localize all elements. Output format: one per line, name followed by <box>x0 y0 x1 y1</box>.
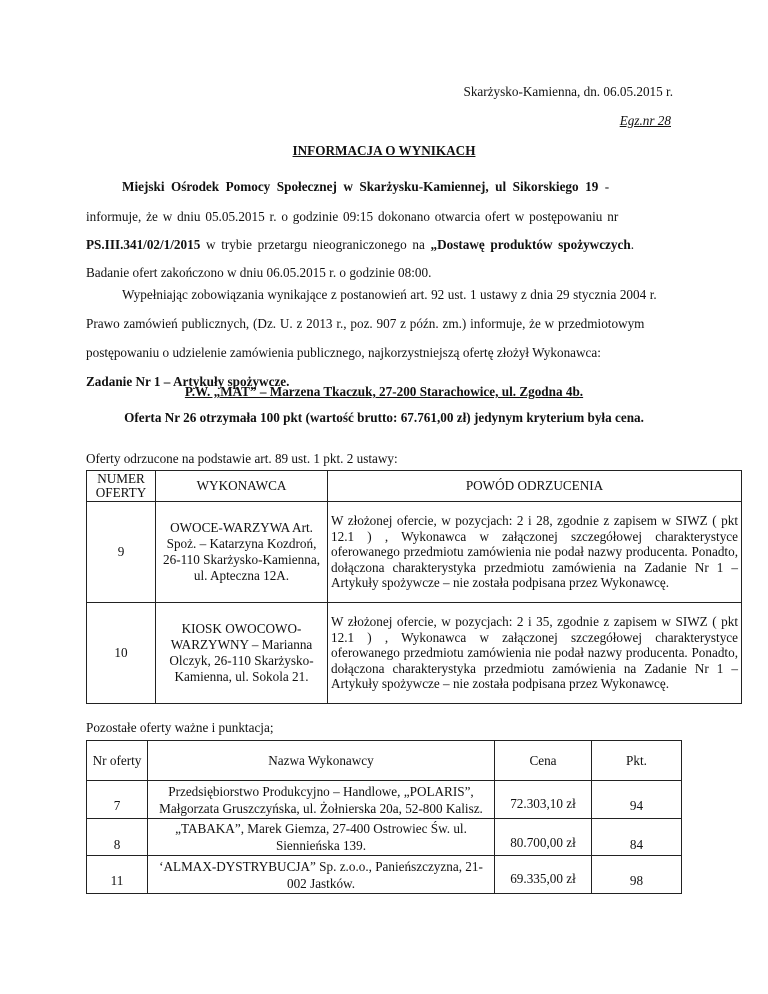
header-contractor-name: Nazwa Wykonawcy <box>148 741 495 781</box>
table-header-row <box>87 471 742 502</box>
table-row <box>87 502 742 603</box>
copy-number: Egz.nr 28 <box>619 113 671 128</box>
intro-line3-mid: w trybie przetargu nieograniczonego na <box>200 237 431 252</box>
organization-name: Miejski Ośrodek Pomocy Społecznej w Skarżysku-Kamiennej, ul Sikorskiego 19 <box>122 179 599 194</box>
award-line1: Wypełniając zobowiązania wynikające z postanowień art. 92 ust. 1 ustawy z dnia 29 stycznia 2004 r. <box>122 287 657 302</box>
rejected-intro: Oferty odrzucone na podstawie art. 89 ust. 1 pkt. 2 ustawy: <box>86 451 398 466</box>
contractor-cell: KIOSK OWOCOWO-WARZYWNY – Marianna Olczyk, 26-110 Skarżysko-Kamienna, ul. Sokola 21. <box>156 603 328 704</box>
offer-number: 11 <box>87 856 148 894</box>
table-row <box>87 781 682 819</box>
offer-price: 80.700,00 zł <box>495 819 592 856</box>
winner-score: Oferta Nr 26 otrzymała 100 pkt (wartość brutto: 67.761,00 zł) jedynym kryterium była cena. <box>124 410 644 425</box>
procedure-reference: PS.III.341/02/1/2015 <box>86 237 201 252</box>
offer-price: 69.335,00 zł <box>495 856 592 894</box>
offer-number: 9 <box>87 502 156 603</box>
intro-line2: informuje, że w dniu 05.05.2015 r. o godzinie 09:15 dokonano otwarcia ofert w postępowaniu nr <box>86 209 619 224</box>
place-date: Skarżysko-Kamienna, dn. 06.05.2015 r. <box>463 84 673 99</box>
header-points: Pkt. <box>592 741 682 781</box>
rejection-reason: W złożonej ofercie, w pozycjach: 2 i 35, zgodnie z zapisem w SIWZ ( pkt 12.1 ) , Wykonawca w załączonej szczegółowej charakterystyce oferowanego przedmiotu zamówienia nie podał nazwy producenta. Ponadto, dołączona charakterystyka przedmiotu zamówienia na Zadanie Nr 1 – Artykuły spożywcze – nie została podpisana przez Wykonawcę. <box>328 603 742 704</box>
table-header-row <box>87 741 682 781</box>
header-offer-number: NUMER OFERTY <box>87 471 156 502</box>
contractor-name: Przedsiębiorstwo Produkcyjno – Handlowe, „POLARIS”, Małgorzata Gruszczyńska, ul. Żołnierska 20a, 52-800 Kalisz. <box>148 781 495 819</box>
award-line3: postępowaniu o udzielenie zamówienia publicznego, najkorzystniejszą ofertę złożył Wykonawca: <box>86 345 601 360</box>
intro-line4: Badanie ofert zakończono w dniu 06.05.2015 r. o godzinie 08:00. <box>86 265 432 280</box>
winner-name: P.W. „MAT” – Marzena Tkaczuk, 27-200 Starachowice, ul. Zgodna 4b. <box>184 384 584 399</box>
contractor-name: ‘ALMAX-DYSTRYBUCJA” Sp. z.o.o., Panieńszczyzna, 21-002 Jastków. <box>148 856 495 894</box>
header-offer-number: Nr oferty <box>87 741 148 781</box>
offer-points: 98 <box>592 856 682 894</box>
table-row <box>87 819 682 856</box>
table-row <box>87 603 742 704</box>
offer-points: 94 <box>592 781 682 819</box>
contractor-cell: OWOCE-WARZYWA Art. Spoż. – Katarzyna Kozdroń, 26-110 Skarżysko-Kamienna, ul. Apteczna 12A. <box>156 502 328 603</box>
rejected-offers-table <box>86 470 742 704</box>
award-line2: Prawo zamówień publicznych, (Dz. U. z 2013 r., poz. 907 z późn. zm.) informuje, że w przedmiotowym <box>86 316 645 331</box>
header-price: Cena <box>495 741 592 781</box>
header-contractor: WYKONAWCA <box>156 471 328 502</box>
intro-line3-end: . <box>630 237 634 252</box>
offer-points: 84 <box>592 819 682 856</box>
procurement-subject: „Dostawę produktów spożywczych <box>430 237 631 252</box>
offer-number: 10 <box>87 603 156 704</box>
rejection-reason: W złożonej ofercie, w pozycjach: 2 i 28, zgodnie z zapisem w SIWZ ( pkt 12.1 ) , Wykonawca w załączonej szczegółowej charakterystyce oferowanego przedmiotu zamówienia nie podał nazwy producenta. Ponadto, dołączona charakterystyka przedmiotu zamówienia na Zadanie Nr 1 – Artykuły spożywcze – nie została podpisana przez Wykonawcę. <box>328 502 742 603</box>
valid-offers-table <box>86 740 682 894</box>
contractor-name: „TABAKA”, Marek Giemza, 27-400 Ostrowiec Św. ul. Siennieńska 139. <box>148 819 495 856</box>
table-row <box>87 856 682 894</box>
page-title: INFORMACJA O WYNIKACH <box>292 143 476 158</box>
task-name: Zadanie Nr 1 – Artykuły spożywcze. <box>86 374 290 389</box>
valid-offers-intro: Pozostałe oferty ważne i punktacja; <box>86 720 274 735</box>
intro-line1-tail: - <box>598 179 610 194</box>
header-rejection-reason: POWÓD ODRZUCENIA <box>328 471 742 502</box>
offer-price: 72.303,10 zł <box>495 781 592 819</box>
offer-number: 7 <box>87 781 148 819</box>
offer-number: 8 <box>87 819 148 856</box>
